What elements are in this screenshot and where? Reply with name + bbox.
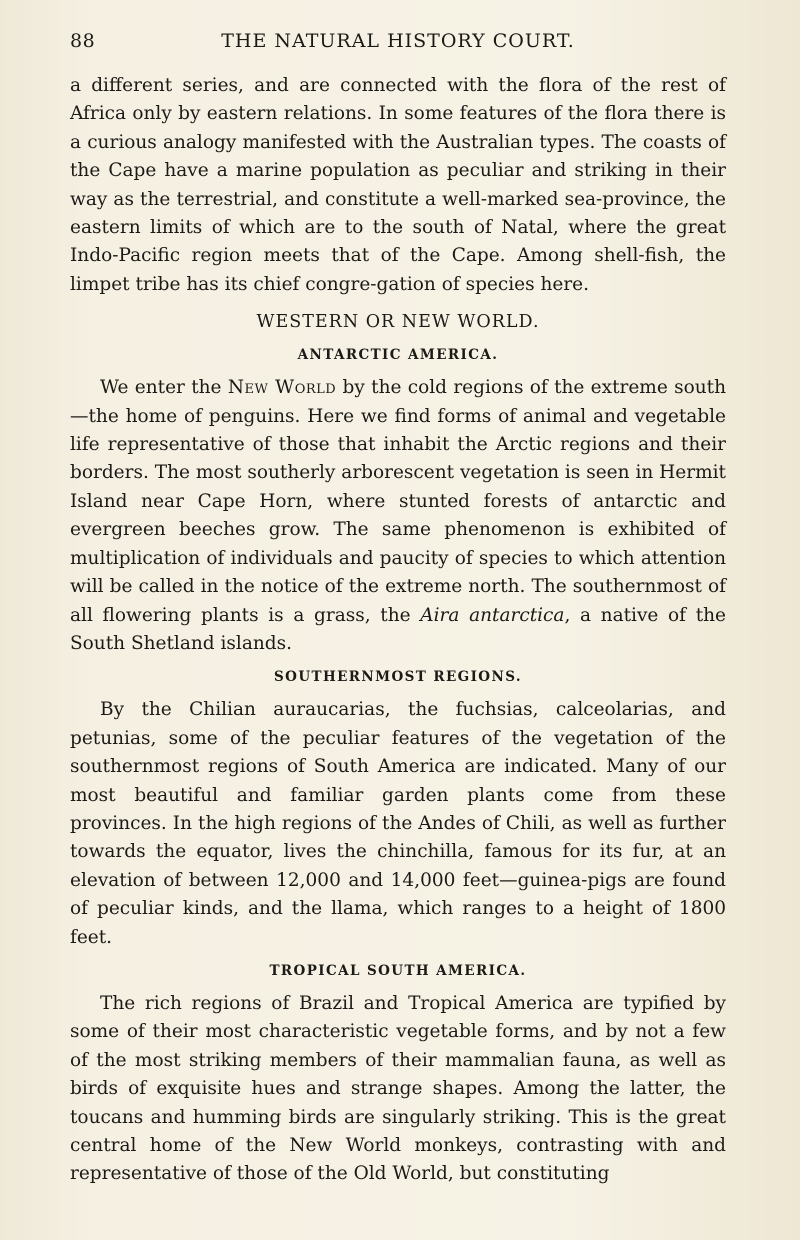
- heading-antarctic-america: ANTARCTIC AMERICA.: [297, 347, 499, 364]
- heading-southernmost-regions: SOUTHERNMOST REGIONS.: [274, 669, 522, 686]
- paragraph-tropical-south-america: The rich regions of Brazil and Tropical America are typified by some of their most characteristic vegetable forms, and by not a few of the most striking members of their mammalian fauna, as well as birds of exquisite hues and strange shapes. Among the latter, the toucans and humming birds are singularly striking. This is the great central home of the New World monkeys, contrasting with and representative of those of the Old World, but constituting: [70, 992, 726, 1185]
- text-run: , a native of the South Shetland islands.: [70, 604, 726, 654]
- paragraph-cape-flora: a different series, and are connected with the flora of the rest of Africa only by eastern relations. In some features of the flora there is a curious analogy manifested with the Australian types. The coasts of the Cape have a marine population as peculiar and striking in their way as the terrestrial, and constitute a well-marked sea-province, the eastern limits of which are to the south of Natal, where the great Indo-Pacific region meets that of the Cape. Among shell-fish, the limpet tribe has its chief congre-gation of species here.: [70, 75, 726, 295]
- heading-western-new-world: WESTERN OR NEW WORLD.: [256, 312, 540, 333]
- paragraph-southernmost-regions: By the Chilian auraucarias, the fuchsias, calceolarias, and petunias, some of the peculiar features of the vegetation of the southernmost regions of South America are indicated. Many of our most beautiful and familiar garden plants come from these provinces. In the high regions of the Andes of Chili, as well as further towards the equator, lives the chinchilla, famous for its fur, at an elevation of between 12,000 and 14,000 feet—guinea-pigs are found of peculiar kinds, and the llama, which ranges to a height of 1800 feet.: [70, 699, 726, 948]
- text-run: We enter the: [100, 377, 228, 399]
- page-number: 88: [70, 30, 96, 52]
- running-title: THE NATURAL HISTORY COURT.: [221, 30, 575, 52]
- text-run: by the cold regions of the extreme south—the home of penguins. Here we find forms of animal and vegetable life representative of those that inhabit the Arctic regions and their borders. The most southerly arborescent vegetation is seen in Hermit Island near Cape Horn, where stunted forests of antarctic and evergreen beeches grow. The same phenomenon is exhibited of multiplication of individuals and paucity of species to which attention will be called in the notice of the extreme north. The southernmost of all flowering plants is a grass, the: [70, 377, 727, 626]
- heading-tropical-south-america: TROPICAL SOUTH AMERICA.: [269, 962, 527, 979]
- species-name-aira-antarctica: Aira antarctica: [420, 604, 565, 626]
- body-text: [70, 72, 726, 1189]
- paragraph-antarctic-america: [70, 374, 726, 658]
- running-head: [70, 30, 726, 62]
- text-run-new-world: New World: [227, 377, 337, 399]
